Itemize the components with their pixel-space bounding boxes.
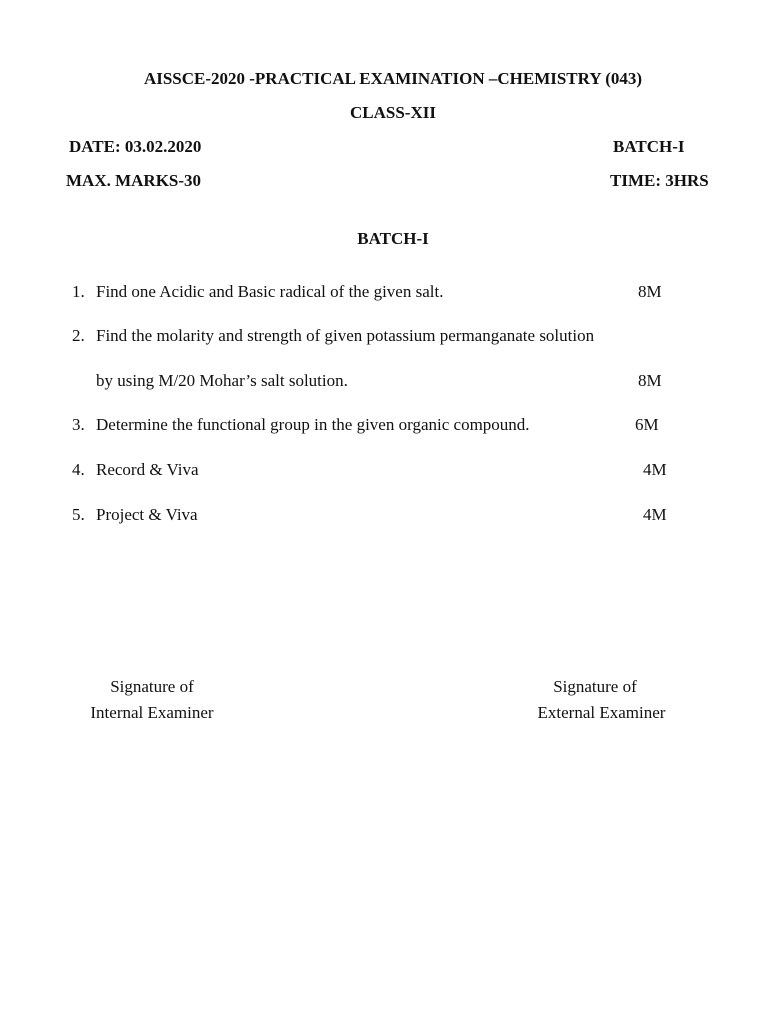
question-text: Find one Acidic and Basic radical of the given salt. xyxy=(96,282,444,301)
exam-title: AISSCE-2020 -PRACTICAL EXAMINATION –CHEMISTRY (043) xyxy=(143,69,643,88)
section-heading: BATCH-I xyxy=(357,229,429,248)
question-number: 4. xyxy=(72,460,85,479)
exam-time: TIME: 3HRS xyxy=(610,171,709,190)
batch-label: BATCH-I xyxy=(613,137,685,156)
question-marks: 6M xyxy=(635,415,659,434)
question-number: 3. xyxy=(72,415,85,434)
question-number: 2. xyxy=(72,326,85,345)
question-text: Determine the functional group in the given organic compound. xyxy=(96,415,530,434)
class-label: CLASS-XII xyxy=(350,103,436,122)
question-marks: 8M xyxy=(638,371,662,390)
question-text: Record & Viva xyxy=(96,460,199,479)
max-marks: MAX. MARKS-30 xyxy=(66,171,202,190)
external-examiner-label: External Examiner xyxy=(537,703,666,722)
question-number: 1. xyxy=(72,282,85,301)
question-text: Find the molarity and strength of given potassium permanganate solution xyxy=(96,326,595,345)
internal-examiner-label: Internal Examiner xyxy=(90,703,214,722)
question-text: Project & Viva xyxy=(96,505,198,524)
question-number: 5. xyxy=(72,505,85,524)
question-marks: 4M xyxy=(643,505,667,524)
question-text-continued: by using M/20 Mohar’s salt solution. xyxy=(96,371,348,390)
internal-signature-label: Signature of xyxy=(110,677,194,696)
question-marks: 8M xyxy=(638,282,662,301)
question-marks: 4M xyxy=(643,460,667,479)
external-signature-label: Signature of xyxy=(553,677,637,696)
exam-date: DATE: 03.02.2020 xyxy=(69,137,202,156)
